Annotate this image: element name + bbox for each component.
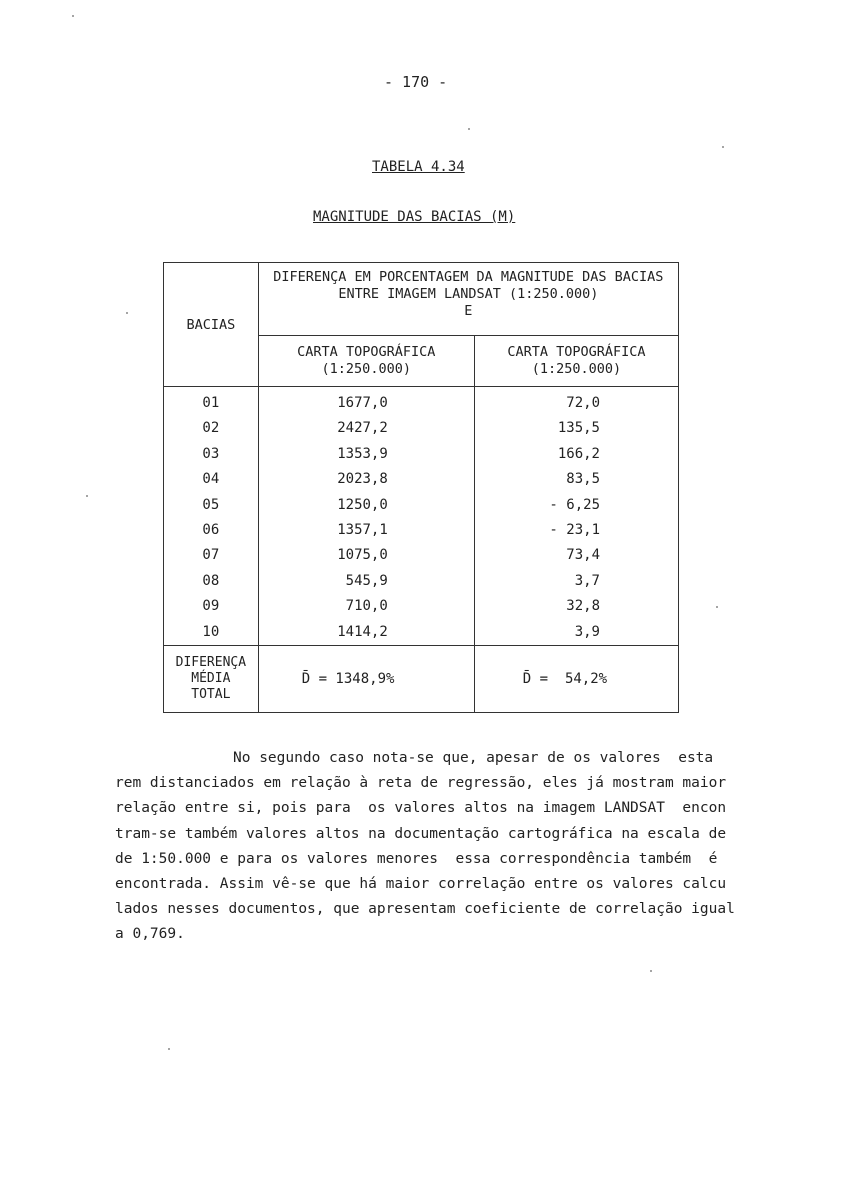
col2-values [474,387,678,646]
bacia-id: 09 [202,598,220,615]
footer-label [164,645,259,712]
footer-col1 [258,645,474,712]
footer-label-line2: MÉDIA [191,670,231,686]
col2-value: 3,7 [574,572,600,589]
paragraph-line: No segundo caso nota-se que, apesar de os valores esta [233,750,714,766]
bacia-id: 02 [202,420,220,437]
paragraph-line: lados nesses documentos, que apresentam coeficiente de correlação igual [115,901,735,918]
col2-value: 32,8 [566,598,600,615]
scan-speck [86,495,88,497]
col2-value: 73,4 [566,547,600,564]
header-col2-line2: (1:250.000) [531,361,622,377]
col1-value: 2427,2 [337,420,388,437]
scan-speck [468,128,470,130]
bacia-id: 06 [202,521,220,538]
col1-value: 1353,9 [337,445,388,462]
bacias-column [164,387,259,646]
col1-value: 1677,0 [337,395,388,411]
scan-speck [126,312,128,314]
paragraph-line: rem distanciados em relação à reta de regressão, eles já mostram maior [115,775,727,792]
col1-value: 545,9 [345,572,388,589]
header-col1 [258,336,474,387]
col1-value: 1075,0 [337,547,388,564]
scan-speck [722,146,724,148]
bacia-id: 05 [202,496,220,513]
page-number: - 170 - [384,73,448,91]
bacia-id: 07 [202,547,220,564]
col2-value: 3,9 [574,623,600,640]
bacia-id: 01 [202,395,220,411]
col1-values [258,387,474,646]
bacia-id: 10 [202,623,220,640]
header-main-line1: DIFERENÇA EM PORCENTAGEM DA MAGNITUDE DAS BACIAS [273,269,664,285]
paragraph-line: tram-se também valores altos na documentação cartográfica na escala de [115,825,727,842]
footer-col1-value: D̄ = 1348,9% [301,670,395,687]
footer-label-line1: DIFERENÇA [175,654,247,670]
header-col2 [474,336,678,387]
footer-col2 [474,645,678,712]
col2-value: 166,2 [557,445,600,462]
paragraph-line: a 0,769. [115,926,185,943]
header-col1-line2: (1:250.000) [321,361,411,377]
scan-speck [168,1048,170,1050]
col2-value: 72,0 [566,395,600,411]
paragraph [115,746,735,948]
footer-label-line3: TOTAL [191,686,231,702]
paragraph-line: encontrada. Assim vê-se que há maior correlação entre os valores calcu [115,876,727,893]
header-main [258,263,678,336]
col1-value: 1250,0 [337,496,388,513]
table-title: TABELA 4.34 [372,159,465,175]
table-subtitle: MAGNITUDE DAS BACIAS (M) [313,209,516,225]
col1-value: 1357,1 [337,521,388,538]
col1-value: 710,0 [345,598,388,615]
header-main-line2: ENTRE IMAGEM LANDSAT (1:250.000) [338,286,599,302]
header-col1-line1: CARTA TOPOGRÁFICA [297,344,436,360]
col2-value: - 6,25 [549,496,600,513]
header-bacias-label: BACIAS [186,316,236,333]
bacia-id: 04 [202,471,220,488]
col2-value: - 23,1 [549,521,600,538]
magnitude-table [163,262,679,713]
scan-speck [716,606,718,608]
paragraph-line: relação entre si, pois para os valores altos na imagem LANDSAT encon [115,800,727,817]
col1-value: 1414,2 [337,623,388,640]
header-col2-line1: CARTA TOPOGRÁFICA [507,344,646,360]
bacia-id: 03 [202,445,220,462]
scan-speck [72,15,74,17]
col1-value: 2023,8 [337,471,388,488]
header-bacias [164,263,259,387]
paragraph-line: de 1:50.000 e para os valores menores essa correspondência também é [115,850,718,867]
col2-value: 83,5 [566,471,600,488]
footer-col2-value: D̄ = 54,2% [522,670,608,687]
scan-speck [650,970,652,972]
bacia-id: 08 [202,572,220,589]
col2-value: 135,5 [557,420,600,437]
header-main-line3: E [464,303,473,319]
